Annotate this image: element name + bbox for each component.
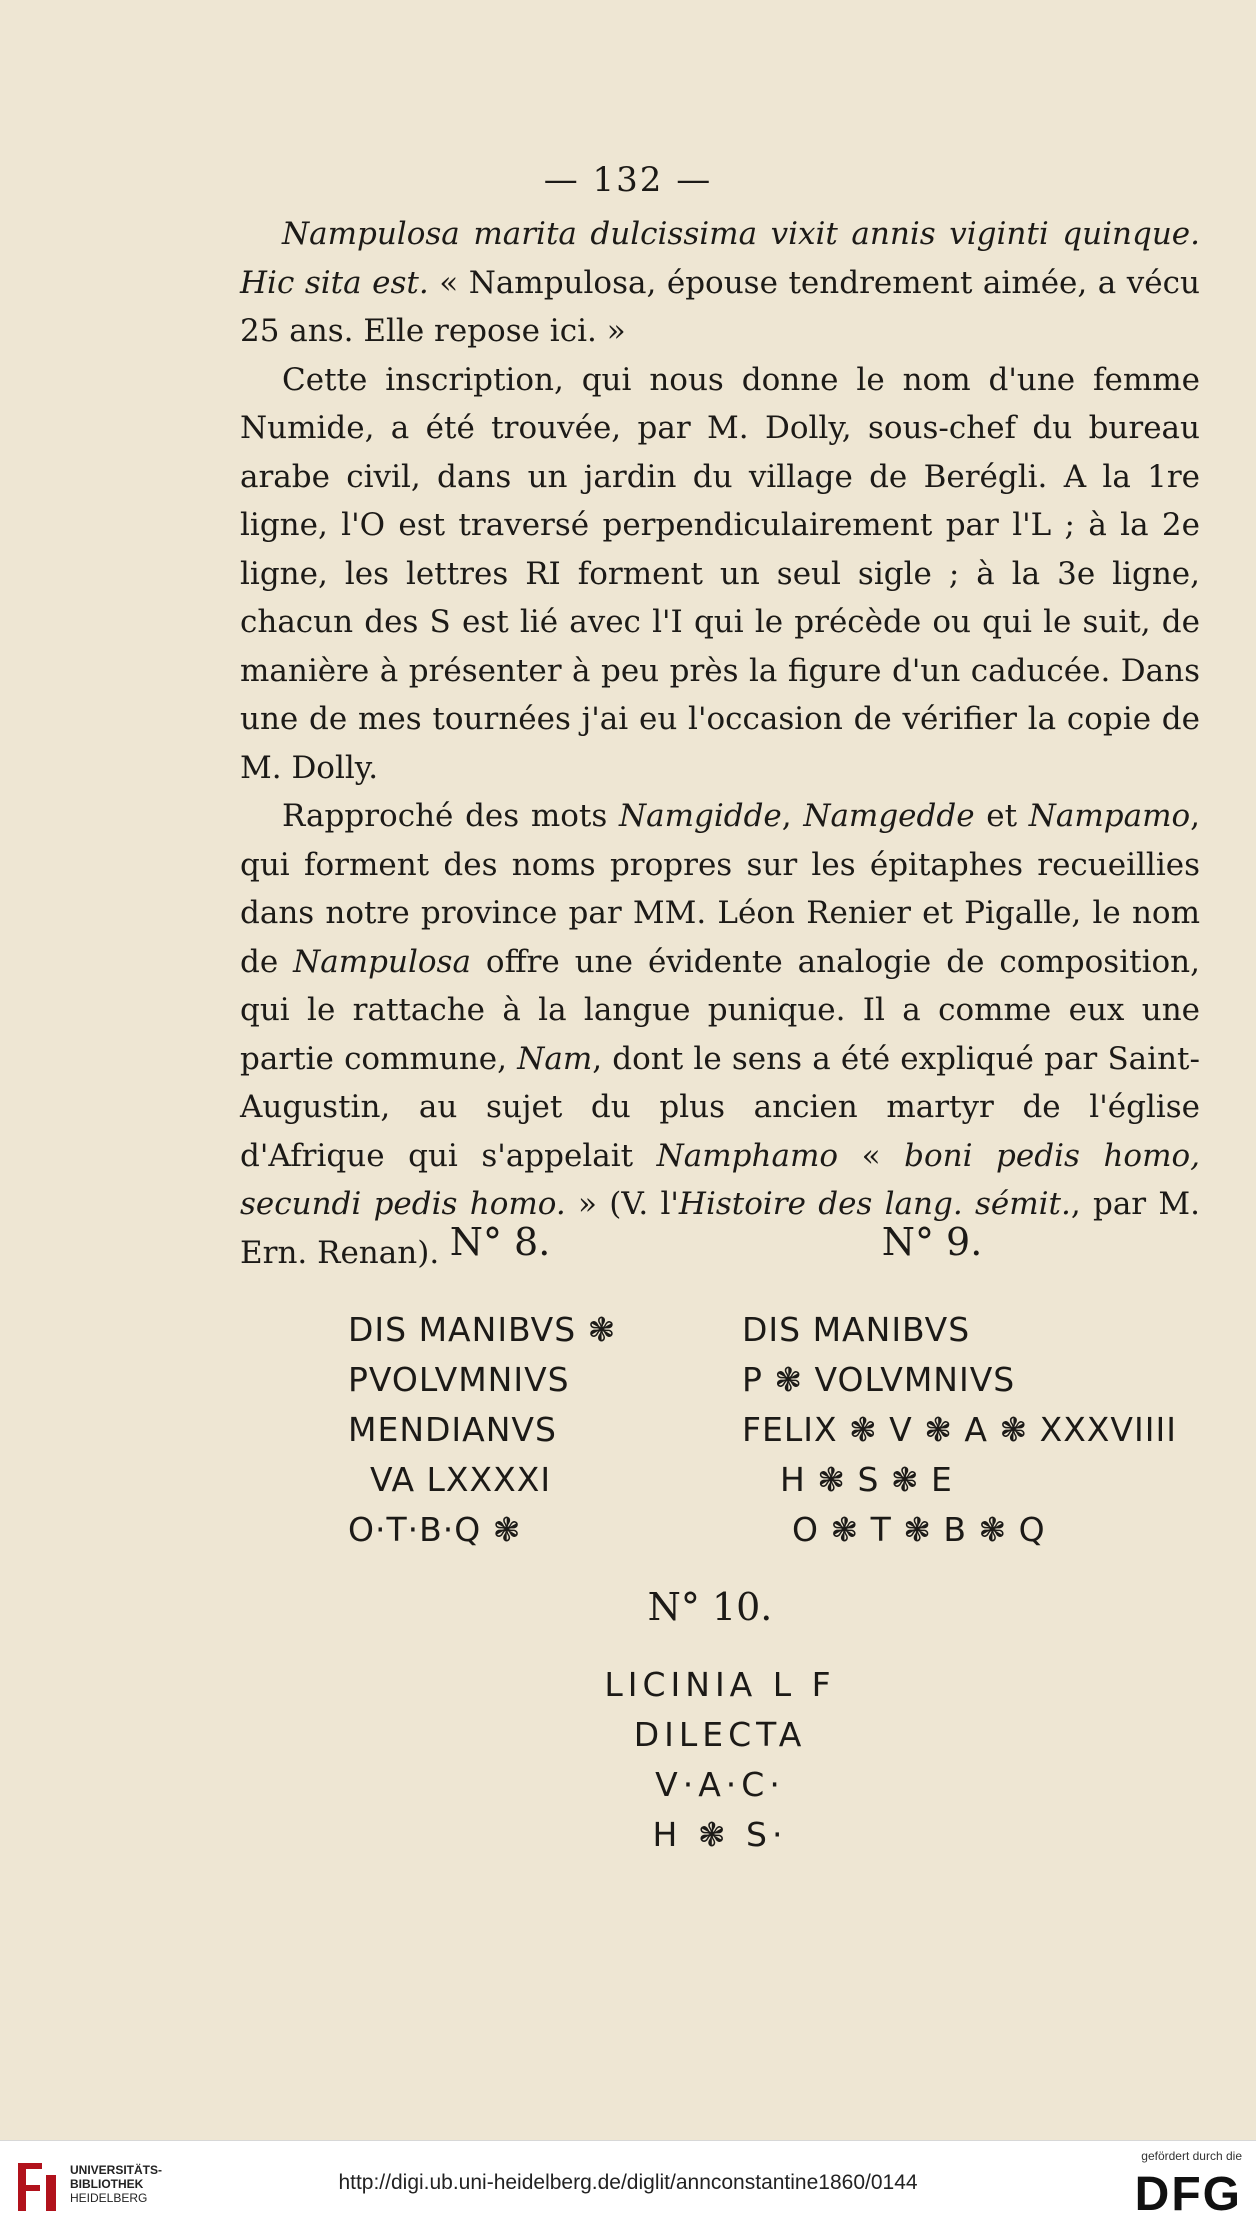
italic-text-run: Namphamo [656, 1137, 839, 1174]
italic-text-run: Nampamo [1028, 798, 1191, 834]
text-run: Cette inscription, qui nous donne le nom d'une femme Numide, a été trouvée, par M. Dolly, sous-chef du bureau arabe civil, dans un jardin du village de Berégli. A la 1re ligne, l'O est traversé perpendiculairement par l'L ; à la 2e ligne, les lettres RI forment un seul sigle ; à la 3e ligne, chacun des S est lié avec l'I qui le précède ou qui le suit, de manière à présenter à peu près la figure d'un caducée. Dans une de mes tournées j'ai eu l'occasion de vérifier la copie de M. Dolly. [240, 361, 1200, 786]
text-run: offre une évidente analogie de composition, qui le rattache à la langue punique. Il a comme eux une partie commune, [240, 943, 1200, 1077]
footer-bar [0, 2140, 1256, 2232]
library-line: BIBLIOTHEK [70, 2177, 144, 2191]
inscription-9 [742, 1305, 1212, 1555]
inscription-line: DIS MANIBVS [742, 1310, 971, 1349]
text-run: , [781, 798, 804, 834]
inscription-8-heading: N° 8. [449, 1220, 551, 1264]
text-run: , dont le sens a été expliqué par Saint-Augustin, au sujet du plus ancien martyr de l'église d'Afrique qui s'appelait [240, 1040, 1200, 1174]
inscription-line: O ❃ T ❃ B ❃ Q [792, 1510, 1046, 1549]
inscription-line: LICINIA L F [604, 1665, 836, 1704]
page-number: — 132 — [543, 160, 713, 200]
funding-text: gefördert durch die [1141, 2149, 1242, 2163]
inscription-line: H ❃ S· [652, 1815, 788, 1854]
text-run: , qui forment des noms propres sur les épitaphes recueillies dans notre province par MM. Léon Renier et Pigalle, le nom de [240, 798, 1200, 980]
inscription-9-heading: N° 9. [881, 1220, 983, 1264]
text-run: « Nampulosa, épouse tendrement aimée, a vécu 25 ans. Elle repose ici. » [240, 264, 1200, 349]
digitization-url-link[interactable]: http://digi.ub.uni-heidelberg.de/diglit/annconstantine1860/0144 [338, 2171, 918, 2194]
library-line: UNIVERSITÄTS- [70, 2163, 163, 2177]
paragraph-3 [240, 792, 1200, 1277]
inscription-line: DIS MANIBVS ❃ [348, 1310, 617, 1349]
paragraph-1 [240, 210, 1200, 356]
inscription-line: V·A·C· [655, 1765, 785, 1804]
italic-text-run: Namgedde [803, 798, 975, 834]
italic-text-run: Nampulosa marita dulcissima vixit annis viginti quinque. Hic sita est. [240, 216, 1200, 301]
inscription-line: FELIX ❃ V ❃ A ❃ XXXVIIII [742, 1410, 1177, 1449]
inscription-line: VA LXXXXI [370, 1460, 552, 1499]
inscription-line: P ❃ VOLVMNIVS [742, 1360, 1016, 1399]
italic-text-run: Histoire des lang. sémit. [678, 1186, 1071, 1222]
text-run: et [974, 798, 1029, 834]
inscription-line: H ❃ S ❃ E [780, 1460, 953, 1499]
inscription-line: DILECTA [633, 1715, 807, 1754]
paragraph-2 [240, 356, 1200, 793]
inscription-line: MENDIANVS [348, 1410, 557, 1449]
inscription-8 [348, 1305, 678, 1555]
italic-text-run: Nam [517, 1040, 593, 1077]
dfg-logo: DFG [1134, 2168, 1242, 2221]
library-line: HEIDELBERG [70, 2191, 148, 2205]
body-text [240, 210, 1200, 1277]
inscription-10 [560, 1660, 880, 1860]
inscription-10-heading: N° 10. [647, 1585, 773, 1629]
text-run: « [838, 1137, 905, 1174]
inscription-line: PVOLVMNIVS [348, 1360, 570, 1399]
italic-text-run: Nampulosa [293, 943, 471, 980]
italic-text-run: boni pedis homo, secundi pedis homo. [240, 1137, 1200, 1222]
italic-text-run: Namgidde [618, 798, 782, 834]
text-run: Rapproché des mots [282, 798, 619, 834]
inscription-line: O·T·B·Q ❃ [348, 1510, 522, 1549]
text-run: , par M. Ern. Renan). [240, 1186, 1200, 1271]
text-run: » (V. l' [565, 1186, 679, 1222]
